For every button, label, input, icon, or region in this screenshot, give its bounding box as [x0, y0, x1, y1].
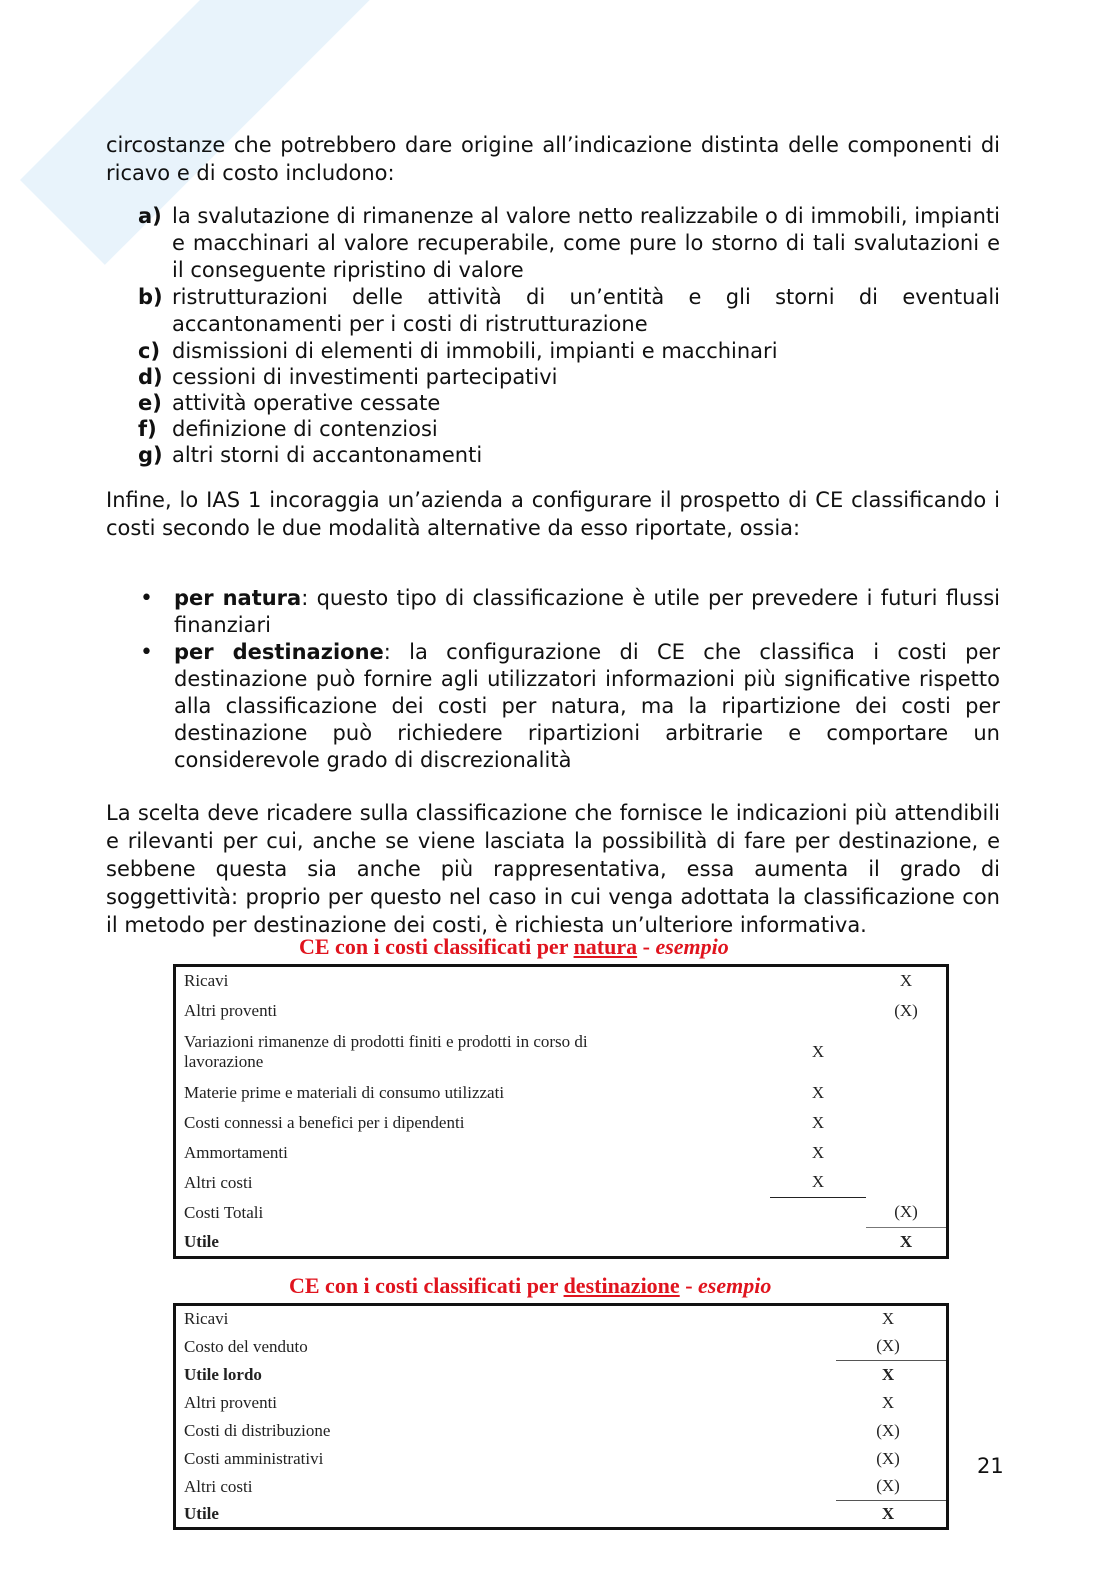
list-item — [138, 390, 1000, 416]
table-ce-natura — [173, 964, 949, 1259]
row-label: Ammortamenti — [184, 1142, 288, 1162]
caption-key: natura — [573, 934, 638, 959]
row-label: Costi amministrativi — [184, 1448, 324, 1468]
row-label: Utile — [184, 1231, 219, 1251]
table-row — [175, 1228, 948, 1258]
list-text: ristrutturazioni delle attività di un’entità e gli storni di eventuali accantonamenti per i costi di ristrutturazione — [172, 285, 1000, 336]
list-marker: c) — [138, 339, 161, 363]
bullet-desc: : questo tipo di classificazione è utile per prevedere i futuri flussi finanziari — [174, 586, 1000, 637]
col-amount — [770, 1108, 866, 1138]
caption-text: CE con i costi classificati per — [299, 934, 574, 959]
list-item — [138, 338, 1000, 364]
list-marker: b) — [138, 285, 163, 309]
list-item — [138, 203, 1000, 284]
list-marker: d) — [138, 365, 163, 389]
row-label: Costo del venduto — [184, 1336, 308, 1356]
col-value — [836, 1473, 948, 1501]
amount-value: X — [811, 1041, 825, 1061]
caption-example: esempio — [698, 1273, 772, 1298]
row-label: Costi Totali — [184, 1202, 264, 1222]
row-label: Altri costi — [184, 1476, 253, 1496]
row-value: X — [881, 1504, 895, 1523]
list-marker: g) — [138, 443, 163, 467]
col-value — [836, 1333, 948, 1361]
page-number: 21 — [977, 1454, 1004, 1478]
col-amount — [770, 1078, 866, 1108]
table-row — [175, 1305, 948, 1333]
classification-bullets — [138, 585, 1000, 774]
amount-value: X — [811, 1112, 825, 1132]
col-total — [866, 1078, 948, 1108]
list-marker: a) — [138, 204, 162, 228]
col-amount — [770, 1198, 866, 1228]
row-label: Utile — [184, 1503, 219, 1523]
table-row — [175, 1473, 948, 1501]
caption-example: esempio — [655, 934, 729, 959]
table-ce-destinazione — [173, 1303, 949, 1530]
col-amount — [770, 1228, 866, 1258]
list-text: attività operative cessate — [172, 391, 441, 415]
choice-paragraph: La scelta deve ricadere sulla classificazione che fornisce le indicazioni più attendibili e rilevanti per cui, anche se viene lasciata la possibilità di fare per destinazione, e sebbene questa sia anche più rappresentativa, essa aumenta il grado di soggettività: proprio per questo nel caso in cui venga adottata la classificazione con il metodo per destinazione dei costi, è richiesta un’ulteriore informativa. — [106, 801, 1000, 937]
row-label: Variazioni rimanenze di prodotti finiti e prodotti in corso di lavorazione — [184, 1031, 588, 1071]
col-total — [866, 1108, 948, 1138]
row-label: Altri costi — [184, 1172, 253, 1192]
row-value: (X) — [876, 1420, 900, 1440]
row-value: X — [881, 1364, 895, 1384]
table-row — [175, 1501, 948, 1529]
col-amount — [770, 1138, 866, 1168]
caption-sep: - — [637, 934, 656, 959]
table1-caption — [299, 934, 729, 960]
row-value: X — [881, 1309, 895, 1329]
total-value: (X) — [894, 1202, 918, 1222]
caption-sep: - — [679, 1273, 699, 1298]
amount-value: X — [811, 1172, 825, 1192]
row-value: (X) — [876, 1336, 900, 1356]
total-value: (X) — [894, 1000, 918, 1020]
col-value — [836, 1389, 948, 1417]
col-value — [836, 1445, 948, 1473]
list-text: definizione di contenziosi — [172, 417, 438, 441]
bullet-icon: • — [140, 640, 153, 665]
list-marker: f) — [138, 417, 157, 441]
col-value — [836, 1361, 948, 1389]
row-label: Altri proventi — [184, 1000, 278, 1020]
row-label: Utile lordo — [184, 1364, 262, 1384]
col-total — [866, 1168, 948, 1198]
col-total — [866, 1026, 948, 1078]
amount-value: X — [811, 1082, 825, 1102]
table-row — [175, 1361, 948, 1389]
row-label: Ricavi — [184, 971, 229, 991]
col-amount — [770, 966, 866, 996]
row-value: (X) — [876, 1448, 900, 1468]
list-item — [138, 442, 1000, 468]
col-amount — [770, 1026, 866, 1078]
col-value — [836, 1305, 948, 1333]
intro-paragraph: circostanze che potrebbero dare origine all’indicazione distinta delle componenti di ricavo e di costo includono: — [106, 133, 1000, 185]
caption-key: destinazione — [563, 1273, 680, 1298]
total-value: X — [899, 1232, 913, 1251]
col-total — [866, 966, 948, 996]
table-row — [175, 966, 948, 996]
table-row — [175, 1417, 948, 1445]
table-row — [175, 1138, 948, 1168]
list-text: dismissioni di elementi di immobili, impianti e macchinari — [172, 339, 778, 363]
ias1-paragraph: Infine, lo IAS 1 incoraggia un’azienda a configurare il prospetto di CE classificando i costi secondo le due modalità alternative da esso riportate, ossia: — [106, 488, 1000, 540]
row-label: Costi di distribuzione — [184, 1420, 331, 1440]
col-total — [866, 1198, 948, 1228]
col-value — [836, 1417, 948, 1445]
list-item — [138, 416, 1000, 442]
list-item — [138, 284, 1000, 338]
col-amount — [770, 996, 866, 1026]
bullet-icon: • — [140, 586, 153, 611]
row-label: Altri proventi — [184, 1392, 278, 1412]
list-text: cessioni di investimenti partecipativi — [172, 365, 558, 389]
col-total — [866, 1228, 948, 1258]
caption-text: CE con i costi classificati per — [289, 1273, 564, 1298]
table-row — [175, 1389, 948, 1417]
table-row — [175, 1108, 948, 1138]
list-text: altri storni di accantonamenti — [172, 443, 483, 467]
list-text: la svalutazione di rimanenze al valore netto realizzabile o di immobili, impianti e macchinari al valore recuperabile, come pure lo storno di tali svalutazioni e il conseguente ripristino di valore — [172, 204, 1000, 282]
col-amount — [770, 1168, 866, 1198]
table2-caption — [289, 1273, 771, 1299]
table-row — [175, 1026, 948, 1078]
col-value — [836, 1501, 948, 1529]
row-label: Ricavi — [184, 1309, 229, 1329]
bullet-term: per destinazione — [174, 640, 384, 664]
table-row — [175, 996, 948, 1026]
table-row — [175, 1445, 948, 1473]
bullet-item — [138, 585, 1000, 639]
table-row — [175, 1198, 948, 1228]
bullet-desc: : la configurazione di CE che classifica i costi per destinazione può fornire agli utilizzatori informazioni più significative rispetto alla classificazione dei costi per natura, ma la ripartizione dei costi per destinazione può richiedere ripartizioni arbitrarie e comportare un considerevole grado di discrezionalità — [174, 640, 1000, 772]
total-value: X — [899, 971, 913, 991]
col-total — [866, 996, 948, 1026]
row-label: Materie prime e materiali di consumo utilizzati — [184, 1082, 505, 1102]
bullet-item — [138, 639, 1000, 774]
table-row — [175, 1078, 948, 1108]
circumstances-list — [138, 203, 1000, 468]
bullet-text — [174, 585, 1000, 639]
bullet-term: per natura — [174, 586, 302, 610]
bullet-text — [174, 639, 1000, 774]
row-value: X — [881, 1392, 895, 1412]
list-marker: e) — [138, 391, 162, 415]
list-item — [138, 364, 1000, 390]
amount-value: X — [811, 1142, 825, 1162]
col-total — [866, 1138, 948, 1168]
row-label: Costi connessi a benefici per i dipendenti — [184, 1112, 465, 1132]
table-row — [175, 1333, 948, 1361]
table-row — [175, 1168, 948, 1198]
row-value: (X) — [876, 1476, 900, 1496]
